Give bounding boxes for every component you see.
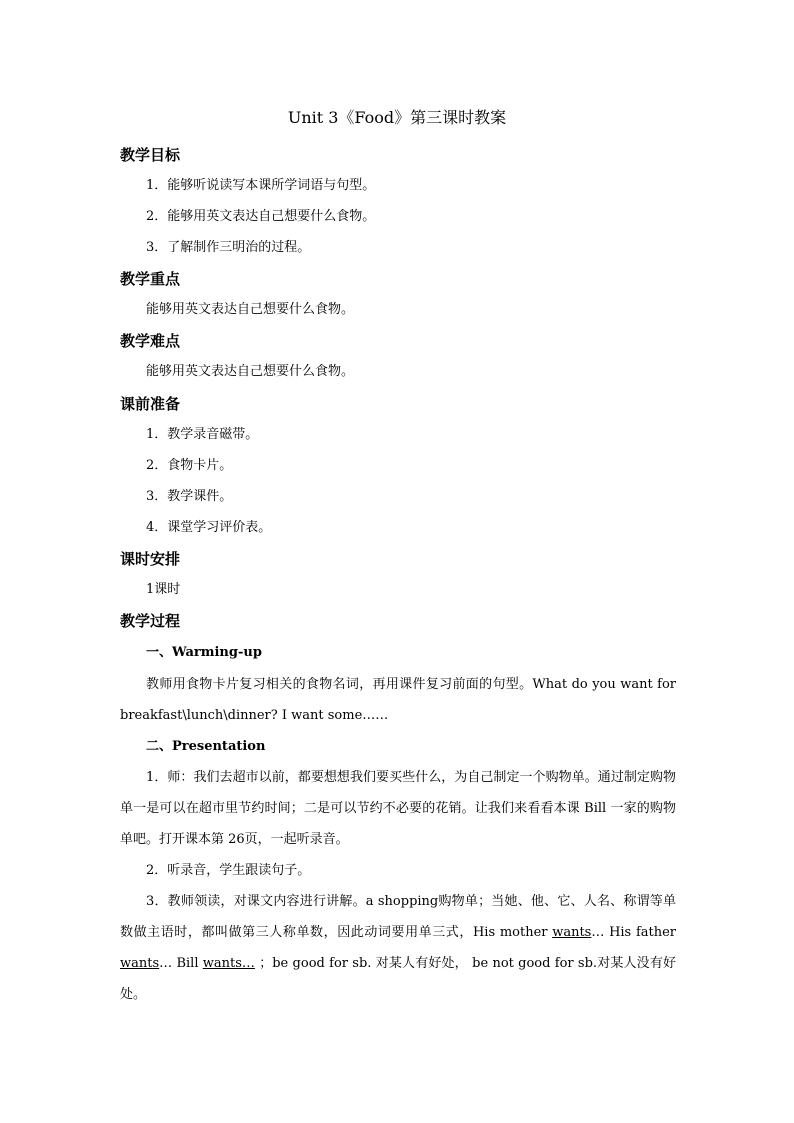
goal-item-2: 2．能够用英文表达自己想要什么食物。 xyxy=(146,209,376,224)
p3-underline-wants-2: wants xyxy=(120,956,160,971)
p3-text-d: ；be good for sb. 对某人有好处， be not good for sb.对某人没有好处。 xyxy=(120,956,677,1002)
difficulties-text: 能够用英文表达自己想要什么食物。 xyxy=(146,364,355,379)
p3-text-c: … Bill xyxy=(159,956,203,971)
schedule-text: 1课时 xyxy=(146,582,181,597)
warmup-text: 教师用食物卡片复习相关的食物名词，再用课件复习前面的句型。What do you want for breakfast\lunch\dinner? I want some…… xyxy=(120,677,676,723)
presentation-p3 xyxy=(120,886,676,1010)
p3-underline-wants-3: wants… xyxy=(202,956,255,971)
goal-item-1: 1．能够听说读写本课所学词语与句型。 xyxy=(146,178,376,193)
heading-process: 教学过程 xyxy=(120,612,181,630)
presentation-p1: 1．师：我们去超市以前，都要想想我们要买些什么，为自己制定一个购物单。通过制定购物单一是可以在超市里节约时间；二是可以节约不必要的花销。让我们来看看本课 Bill 一家的购物单吧。打开课本第 26页，一起听录音。 xyxy=(120,770,676,847)
presentation-p2: 2．听录音，学生跟读句子。 xyxy=(146,863,311,878)
heading-key-points: 教学重点 xyxy=(120,270,181,288)
p3-underline-wants-1: wants xyxy=(552,925,592,940)
key-points-text: 能够用英文表达自己想要什么食物。 xyxy=(146,302,355,317)
heading-schedule: 课时安排 xyxy=(120,550,181,568)
heading-preparation: 课前准备 xyxy=(120,395,181,413)
prep-item-1: 1．教学录音磁带。 xyxy=(146,427,259,442)
prep-item-4: 4．课堂学习评价表。 xyxy=(146,520,272,535)
goal-item-3: 3．了解制作三明治的过程。 xyxy=(146,240,311,255)
page-title: Unit 3《Food》第三课时教案 xyxy=(287,108,507,127)
heading-difficulties: 教学难点 xyxy=(120,332,181,350)
prep-item-3: 3．教学课件。 xyxy=(146,489,233,504)
prep-item-2: 2．食物卡片。 xyxy=(146,458,233,473)
p3-text-b: … His father xyxy=(591,925,677,940)
presentation-heading: 二、Presentation xyxy=(146,739,266,754)
warmup-heading: 一、Warming-up xyxy=(146,645,262,660)
heading-goals: 教学目标 xyxy=(120,146,181,164)
p3-text-a: 3．教师领读，对课文内容进行讲解。a shopping购物单；当她、他、它、人名、称谓等单数做主语时，都叫做第三人称单数，因此动词要用单三式，His mother xyxy=(120,894,676,940)
